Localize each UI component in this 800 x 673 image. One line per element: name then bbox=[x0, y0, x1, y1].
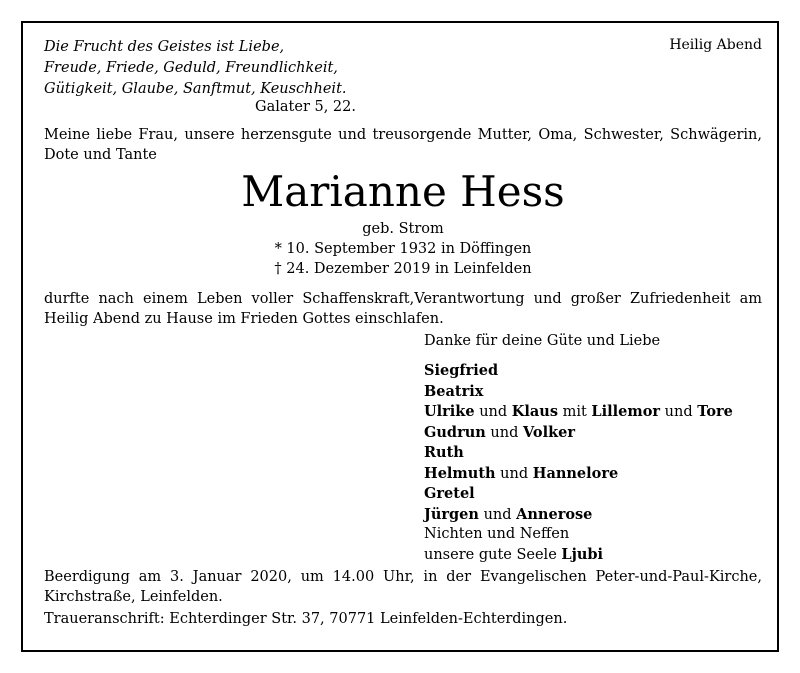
mourner-name: Lillemor bbox=[591, 403, 661, 420]
mourner-group: Nichten und Neffen bbox=[424, 526, 570, 542]
burial-info: Beerdigung am 3. Januar 2020, um 14.00 Uhr, in der Evangelischen Peter-und-Paul-Kirche, Kirchstraße, Leinfelden. bbox=[44, 569, 762, 605]
mourner-name: Volker bbox=[522, 423, 575, 441]
verse-line: Die Frucht des Geistes ist Liebe, bbox=[44, 39, 285, 55]
mourner-row bbox=[424, 505, 764, 526]
mourner-name: Tore bbox=[697, 403, 733, 420]
mourner-name: Siegfried bbox=[424, 362, 499, 379]
connector-word: und bbox=[483, 506, 512, 523]
thanks-line: Danke für deine Güte und Liebe bbox=[424, 333, 661, 349]
intro-text: Meine liebe Frau, unsere herzensgute und treusorgende Mutter, Oma, Schwester, Schwägerin, Dote und Tante bbox=[44, 127, 762, 163]
mourner-name: Helmuth bbox=[424, 464, 496, 482]
mourner-row bbox=[424, 382, 764, 403]
mourner-row bbox=[424, 443, 764, 464]
connector-word: und bbox=[490, 424, 519, 441]
mourner-row bbox=[424, 545, 764, 566]
mourner-name: Annerose bbox=[516, 505, 593, 523]
life-dates bbox=[44, 219, 762, 279]
mourner-name: Gudrun bbox=[424, 423, 486, 441]
mourner-name: Klaus bbox=[511, 403, 558, 420]
mourner-row bbox=[424, 361, 764, 382]
mourner-row bbox=[424, 402, 764, 423]
mourner-row bbox=[424, 423, 764, 444]
connector-word: und bbox=[664, 404, 693, 420]
maiden-name: geb. Strom bbox=[362, 221, 444, 237]
death-date: † 24. Dezember 2019 in Leinfelden bbox=[274, 261, 532, 277]
mourner-name: Beatrix bbox=[424, 382, 484, 400]
mourner-row bbox=[424, 525, 764, 545]
connector-word: mit bbox=[562, 404, 587, 420]
birth-date: * 10. September 1932 in Döffingen bbox=[274, 241, 532, 257]
occasion-label: Heilig Abend bbox=[669, 37, 762, 53]
verse-line: Gütigkeit, Glaube, Sanftmut, Keuschheit. bbox=[44, 81, 347, 97]
mourner-group: unsere gute Seele bbox=[424, 546, 557, 563]
mourner-name: Hannelore bbox=[532, 464, 619, 482]
deceased-name: Marianne Hess bbox=[241, 167, 565, 216]
verse-reference: Galater 5, 22. bbox=[255, 99, 356, 115]
passing-text: durfte nach einem Leben voller Schaffenskraft,Verantwortung und großer Zufriedenheit am Heilig Abend zu Hause im Frieden Gottes einschlafen. bbox=[44, 291, 762, 327]
connector-word: und bbox=[500, 465, 529, 482]
bible-verse bbox=[44, 37, 364, 100]
mourner-name: Ruth bbox=[424, 444, 464, 461]
verse-line: Freude, Friede, Geduld, Freundlichkeit, bbox=[44, 60, 338, 76]
mourner-name: Ljubi bbox=[561, 545, 604, 563]
mourner-row bbox=[424, 484, 764, 505]
mourner-name: Ulrike bbox=[424, 403, 475, 420]
connector-word: und bbox=[479, 404, 508, 420]
mourners-list bbox=[424, 361, 764, 565]
mourning-address: Traueranschrift: Echterdinger Str. 37, 70771 Leinfelden-Echterdingen. bbox=[44, 611, 568, 627]
mourner-row bbox=[424, 464, 764, 485]
mourner-name: Gretel bbox=[424, 485, 475, 502]
mourner-name: Jürgen bbox=[424, 505, 479, 523]
